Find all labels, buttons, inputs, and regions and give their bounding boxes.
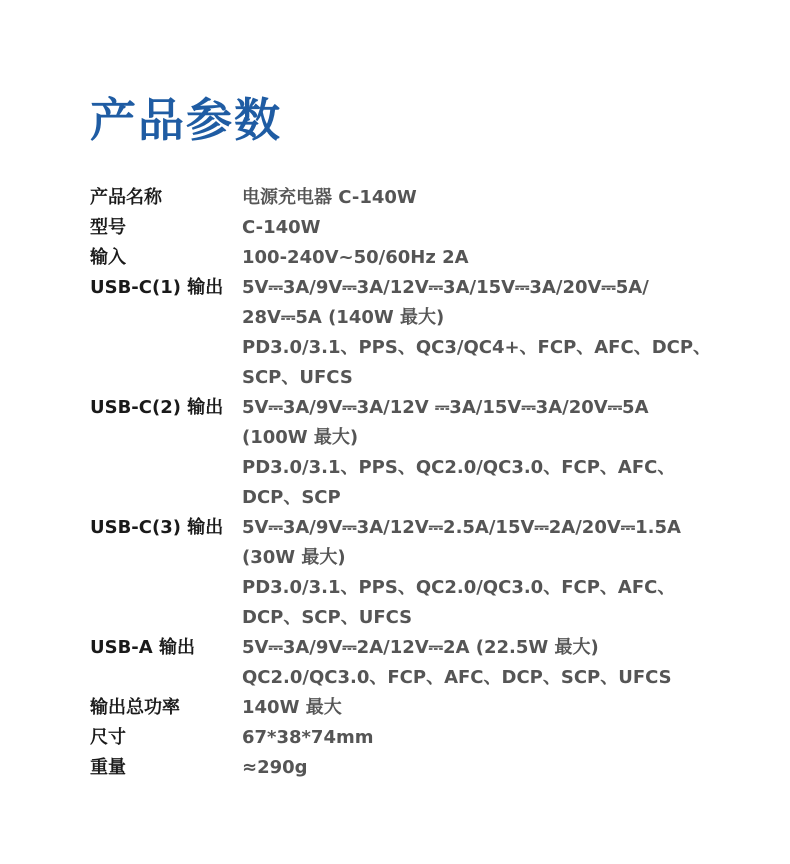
spec-value-line: 140W 最大 bbox=[242, 697, 342, 718]
spec-value-line: PD3.0/3.1、PPS、QC2.0/QC3.0、FCP、AFC、 bbox=[242, 457, 676, 478]
spec-row-usb-a bbox=[90, 633, 730, 693]
spec-value-line: 5V⎓3A/9V⎓3A/12V⎓2.5A/15V⎓2A/20V⎓1.5A bbox=[242, 517, 681, 538]
spec-row-usb-c2 bbox=[90, 393, 730, 513]
spec-label: USB-A 输出 bbox=[90, 637, 195, 658]
spec-row-usb-c1 bbox=[90, 273, 730, 393]
spec-value-line: C-140W bbox=[242, 217, 321, 238]
spec-value-line: 28V⎓5A (140W 最大) bbox=[242, 307, 445, 328]
spec-row-usb-c3 bbox=[90, 513, 730, 633]
spec-value bbox=[242, 393, 730, 513]
spec-value-line: (100W 最大) bbox=[242, 427, 359, 448]
spec-value bbox=[242, 513, 730, 633]
spec-value-line: 100-240V~50/60Hz 2A bbox=[242, 247, 469, 268]
spec-label: 型号 bbox=[90, 217, 126, 238]
spec-row-weight bbox=[90, 753, 730, 783]
spec-label: 输出总功率 bbox=[90, 697, 180, 718]
spec-label: 重量 bbox=[90, 757, 126, 778]
spec-value bbox=[242, 693, 730, 723]
spec-value-line: (30W 最大) bbox=[242, 547, 346, 568]
spec-value-line: DCP、SCP、UFCS bbox=[242, 607, 413, 628]
spec-value bbox=[242, 753, 730, 783]
spec-row-input bbox=[90, 243, 730, 273]
spec-table bbox=[90, 183, 730, 783]
spec-value-line: 5V⎓3A/9V⎓2A/12V⎓2A (22.5W 最大) bbox=[242, 637, 599, 658]
spec-row-model bbox=[90, 213, 730, 243]
spec-value bbox=[242, 243, 730, 273]
spec-value-line: 5V⎓3A/9V⎓3A/12V ⎓3A/15V⎓3A/20V⎓5A bbox=[242, 397, 649, 418]
spec-value bbox=[242, 273, 730, 393]
spec-value-line: SCP、UFCS bbox=[242, 367, 353, 388]
spec-value bbox=[242, 213, 730, 243]
spec-value-line: PD3.0/3.1、PPS、QC3/QC4+、FCP、AFC、DCP、 bbox=[242, 337, 712, 358]
spec-value-line: QC2.0/QC3.0、FCP、AFC、DCP、SCP、UFCS bbox=[242, 667, 672, 688]
spec-value-line: ≈290g bbox=[242, 757, 308, 778]
spec-value-line: 67*38*74mm bbox=[242, 727, 374, 748]
spec-label: USB-C(3) 输出 bbox=[90, 517, 224, 538]
spec-row-size bbox=[90, 723, 730, 753]
spec-label: 产品名称 bbox=[90, 187, 162, 208]
spec-label: USB-C(2) 输出 bbox=[90, 397, 224, 418]
spec-row-product-name bbox=[90, 183, 730, 213]
page-title: 产品参数 bbox=[90, 93, 282, 147]
spec-row-total-output bbox=[90, 693, 730, 723]
spec-value-line: 电源充电器 C-140W bbox=[242, 187, 417, 208]
spec-value-line: 5V⎓3A/9V⎓3A/12V⎓3A/15V⎓3A/20V⎓5A/ bbox=[242, 277, 649, 298]
spec-label: USB-C(1) 输出 bbox=[90, 277, 224, 298]
spec-value-line: PD3.0/3.1、PPS、QC2.0/QC3.0、FCP、AFC、 bbox=[242, 577, 676, 598]
spec-label: 输入 bbox=[90, 247, 126, 268]
spec-value bbox=[242, 723, 730, 753]
spec-value bbox=[242, 633, 730, 693]
spec-value bbox=[242, 183, 730, 213]
spec-label: 尺寸 bbox=[90, 727, 126, 748]
spec-value-line: DCP、SCP bbox=[242, 487, 341, 508]
